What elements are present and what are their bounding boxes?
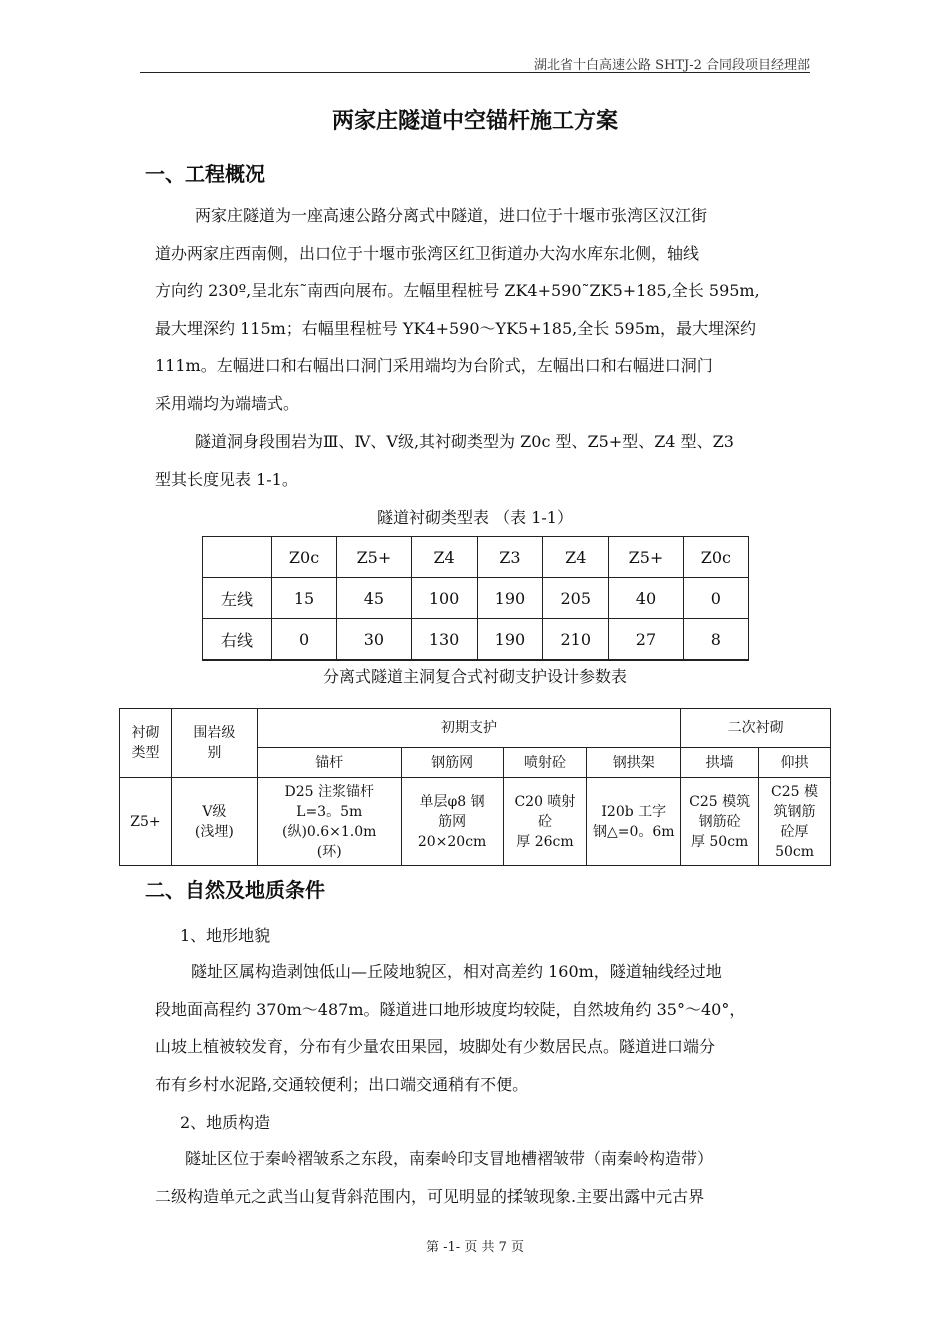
table-cell: C20 喷射 砼 厚 26cm — [503, 778, 587, 866]
table-cell — [203, 537, 272, 578]
table-header-cell: 衬砌类型 — [120, 709, 172, 778]
text-line: 隧址区属构造剥蚀低山—丘陵地貌区，相对高差约 160m，隧道轴线经过地 — [191, 962, 722, 981]
table-header-cell: 钢拱架 — [587, 748, 681, 778]
page-footer: 第 -1- 页 共 7 页 — [426, 1240, 524, 1255]
table-header-cell: 二次衬砌 — [681, 709, 831, 748]
table-cell: Z3 — [477, 537, 543, 578]
support-parameter-table — [119, 708, 831, 866]
document-title: 两家庄隧道中空锚杆施工方案 — [331, 109, 618, 134]
text-line: 方向约 230º,呈北东˜南西向展布。左幅里程桩号 ZK4+590˜ZK5+185,全长 595m, — [155, 281, 760, 300]
table-header-row — [203, 537, 749, 578]
table-cell: Z5+ — [609, 537, 684, 578]
table-cell: C25 模 筑钢筋 砼厚 50cm — [759, 778, 831, 866]
table-cell: 40 — [609, 578, 684, 619]
page-header: 湖北省十白高速公路 SHTJ-2 合同段项目经理部 — [533, 58, 810, 73]
table-cell: Z5+ — [337, 537, 412, 578]
table-cell: 27 — [609, 619, 684, 661]
subsection-2-heading: 2、地质构造 — [180, 1113, 271, 1132]
table-cell: 30 — [337, 619, 412, 661]
text-line: 型其长度见表 1-1。 — [155, 469, 298, 489]
section-2-heading: 二、自然及地质条件 — [145, 878, 325, 902]
text-line: 布有乡村水泥路,交通较便利；出口端交通稍有不便。 — [155, 1074, 529, 1094]
section-2-paragraph-1 — [155, 953, 805, 1103]
table-header-cell: 钢筋网 — [401, 748, 503, 778]
text-line: 111m。左幅进口和右幅出口洞门采用端均为台阶式，左幅出口和右幅进口洞门 — [155, 356, 713, 375]
table-cell: 8 — [683, 619, 748, 661]
text-line: 段地面高程约 370m～487m。隧道进口地形坡度均较陡，自然坡角约 35°～40°， — [155, 999, 746, 1019]
table-cell: I20b 工字 钢△=0。6m — [587, 778, 681, 866]
table-cell: 0 — [683, 578, 748, 619]
table-cell: 左线 — [203, 578, 272, 619]
table-cell: 15 — [271, 578, 336, 619]
table-header-cell: 拱墙 — [681, 748, 759, 778]
table-cell: Z4 — [543, 537, 609, 578]
subsection-1-heading: 1、地形地貌 — [180, 926, 271, 945]
text-line: 两家庄隧道为一座高速公路分离式中隧道，进口位于十堰市张湾区汉江街 — [195, 206, 708, 225]
table-cell: Z5+ — [120, 778, 172, 866]
table-cell: 205 — [543, 578, 609, 619]
text-line: 道办两家庄西南侧，出口位于十堰市张湾区红卫街道办大沟水库东北侧，轴线 — [155, 243, 700, 263]
table-row — [203, 578, 749, 619]
table-cell: 190 — [477, 578, 543, 619]
text-line: 采用端均为端墙式。 — [155, 393, 300, 413]
table-header-cell: 初期支护 — [257, 709, 680, 748]
table-cell: 130 — [411, 619, 477, 661]
text-line: 最大埋深约 115m；右幅里程桩号 YK4+590～YK5+185,全长 595m，最大埋深约 — [155, 318, 757, 338]
table-cell: 0 — [271, 619, 336, 661]
lining-type-table — [202, 536, 749, 661]
table-header-row — [120, 709, 831, 748]
table-cell: 45 — [337, 578, 412, 619]
table-cell: 190 — [477, 619, 543, 661]
table-cell: 100 — [411, 578, 477, 619]
table-header-cell: 仰拱 — [759, 748, 831, 778]
table-cell: C25 模筑 钢筋砼 厚 50cm — [681, 778, 759, 866]
text-line: 隧道洞身段围岩为Ⅲ、Ⅳ、Ⅴ级,其衬砌类型为 Z0c 型、Z5+型、Z4 型、Z3 — [195, 432, 734, 451]
section-1-paragraph-1 — [155, 197, 805, 422]
table-cell: Ⅴ级 (浅埋) — [171, 778, 257, 866]
table-cell: 单层φ8 钢 筋网 20×20cm — [401, 778, 503, 866]
table-cell: 210 — [543, 619, 609, 661]
table-header-cell: 围岩级别 — [171, 709, 257, 778]
table-row — [203, 619, 749, 661]
table-header-cell: 锚杆 — [257, 748, 401, 778]
table-header-cell: 喷射砼 — [503, 748, 587, 778]
header-rule — [140, 72, 810, 73]
section-1-paragraph-2 — [155, 423, 805, 498]
section-1-heading: 一、工程概况 — [145, 162, 265, 186]
section-2-paragraph-2 — [155, 1140, 805, 1215]
table-2-caption: 分离式隧道主洞复合式衬砌支护设计参数表 — [322, 667, 627, 686]
text-line: 二级构造单元之武当山复背斜范围内，可见明显的揉皱现象.主要出露中元古界 — [155, 1186, 705, 1206]
table-cell: Z0c — [271, 537, 336, 578]
table-cell: 右线 — [203, 619, 272, 661]
table-1-caption: 隧道衬砌类型表 （表 1-1） — [377, 508, 573, 527]
text-line: 山坡上植被较发育，分布有少量农田果园，坡脚处有少数居民点。隧道进口端分 — [155, 1037, 716, 1056]
table-cell: Z0c — [683, 537, 748, 578]
table-cell: Z4 — [411, 537, 477, 578]
table-row — [120, 778, 831, 866]
text-line: 隧址区位于秦岭褶皱系之东段，南秦岭印支冒地槽褶皱带（南秦岭构造带） — [185, 1149, 714, 1168]
table-cell: D25 注浆锚杆 L=3。5m (纵)0.6×1.0m (环) — [257, 778, 401, 866]
